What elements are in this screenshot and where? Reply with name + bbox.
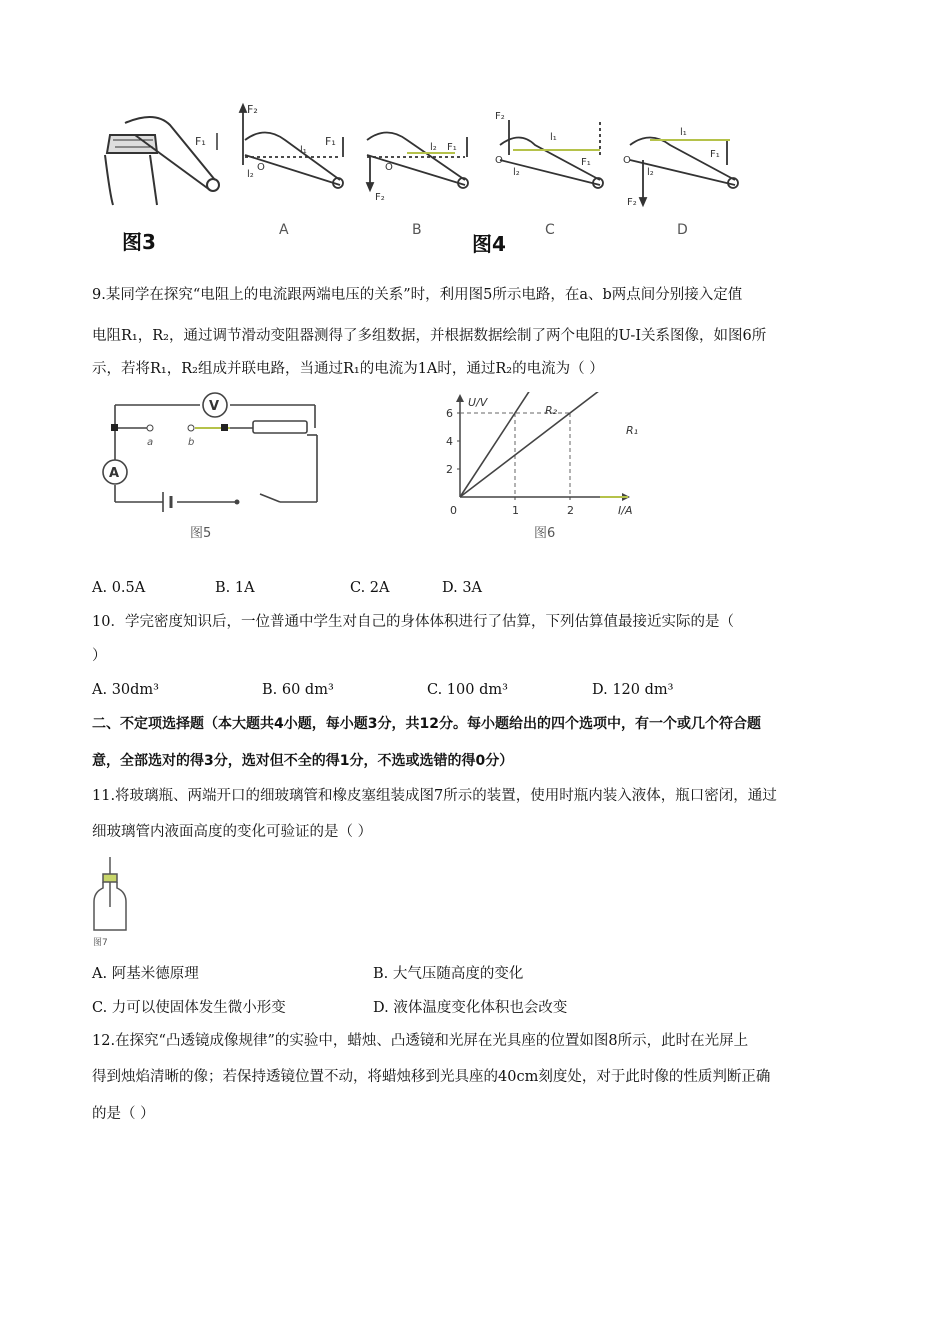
fig4-a-l2: l₂ [247,169,254,180]
fig4-b-f2: F₂ [375,192,385,203]
voltmeter-symbol: V [209,399,220,414]
q10-option-b[interactable]: B. 60 dm³ [262,682,334,698]
q9-option-b[interactable]: B. 1A [215,580,255,596]
fig4-a-l1: l₁ [300,145,307,156]
q10-option-d[interactable]: D. 120 dm³ [592,682,674,698]
q9-line3: 示，若将R₁，R₂组成并联电路，当通过R₁的电流为1A时，通过R₂的电流为（ ） [92,361,604,377]
fig5-caption: 图5 [190,526,212,541]
q11-line1: 11.将玻璃瓶、两端开口的细玻璃管和橡皮塞组装成图7所示的装置，使用时瓶内装入液体，瓶口密闭，通过 [92,788,777,804]
fig4-label: 图4 [472,232,506,256]
fig3-f1-symbol: F₁ [195,135,206,148]
fig6-xtick-label-1: 1 [512,504,519,517]
q12-line3: 的是（ ） [92,1106,155,1122]
fig6-xlabel: I/A [618,504,633,517]
ammeter-symbol: A [109,466,120,481]
q11-option-a[interactable]: A. 阿基米德原理 [92,966,199,982]
q11-option-d[interactable]: D. 液体温度变化体积也会改变 [373,1000,568,1016]
q9-line2: 电阻R₁，R₂，通过调节滑动变阻器测得了多组数据，并根据数据绘制了两个电阻的U-I关系图像，如图6所 [92,328,767,344]
fig3-drawing [105,117,219,205]
section2-header-line1: 二、不定项选择题（本大题共4小题，每小题3分，共12分。每小题给出的四个选项中，有一个或几个符合题 [92,716,761,732]
fig7-bottle [90,852,130,937]
fig4-option-a-label: A [279,222,289,238]
q11-option-c[interactable]: C. 力可以使固体发生微小形变 [92,1000,286,1016]
fig4-option-b-label: B [412,222,422,238]
fig4-c-f1: F₁ [581,157,591,168]
q10-option-a[interactable]: A. 30dm³ [92,682,159,698]
fig4-c-o: O [495,155,503,166]
fig6-r1-label: R₁ [626,424,639,437]
q12-line1: 12.在探究“凸透镜成像规律”的实验中，蜡烛、凸透镜和光屏在光具座的位置如图8所示，此时在光屏上 [92,1033,749,1049]
fig6-ytick-label-6: 6 [446,407,453,420]
fig4-c-l2: l₂ [513,167,520,178]
fig6-ylabel: U/V [468,396,488,409]
fig4-option-d-label: D [677,222,688,238]
q12-line2: 得到烛焰清晰的像；若保持透镜位置不动，将蜡烛移到光具座的40cm刻度处，对于此时像的性质判断正确 [92,1069,771,1085]
q10-line2: ） [92,648,107,664]
fig6-caption: 图6 [534,526,556,541]
q9-option-a[interactable]: A. 0.5A [92,580,146,596]
fig5-circuit [95,390,335,540]
q10-option-c[interactable]: C. 100 dm³ [427,682,508,698]
q10-line1: 10．学完密度知识后，一位普通中学生对自己的身体体积进行了估算，下列估算值最接近实际的是（ [92,614,734,630]
fig4-a-f1: F₁ [325,135,336,148]
q9-line1: 9.某同学在探究“电阻上的电流跟两端电压的关系”时，利用图5所示电路，在a、b两点间分别接入定值 [92,287,743,303]
fig3-label: 图3 [122,230,156,254]
fig4-b-o: O [385,162,393,173]
fig4-a-f2: F₂ [247,103,258,116]
fig4-d-l2: l₂ [647,167,654,178]
fig6-origin: 0 [450,504,457,517]
fig4-d-f2: F₂ [627,197,637,208]
fig6-r2-label: R₂ [545,404,558,417]
q11-option-b[interactable]: B. 大气压随高度的变化 [373,966,524,982]
fig6-xtick-label-2: 2 [567,504,574,517]
section2-header-line2: 意，全部选对的得3分，选对但不全的得1分，不选或选错的得0分） [92,753,514,769]
fig4-option-c-label: C [545,222,555,238]
point-a-label: a [147,437,154,448]
point-b-label: b [188,437,195,448]
fig4-b-l2: l₂ [430,142,437,153]
q9-option-c[interactable]: C. 2A [350,580,390,596]
fig4-b-f1: F₁ [447,142,457,153]
q11-line2: 细玻璃管内液面高度的变化可验证的是（ ） [92,824,373,840]
fig6-ytick-label-4: 4 [446,435,453,448]
fig4-d-f1: F₁ [710,149,720,160]
fig4-d-l1: l₁ [680,127,687,138]
fig4-c-l1: l₁ [550,132,557,143]
fig4-c-f2: F₂ [495,111,505,122]
fig3-fig4-strip [95,95,755,255]
fig6-ytick-label-2: 2 [446,463,453,476]
fig4-d-o: O [623,155,631,166]
fig4-a-o: O [257,162,265,173]
fig7-caption: 图7 [93,938,108,948]
q9-option-d[interactable]: D. 3A [442,580,483,596]
fig6-ui-graph [440,392,650,542]
